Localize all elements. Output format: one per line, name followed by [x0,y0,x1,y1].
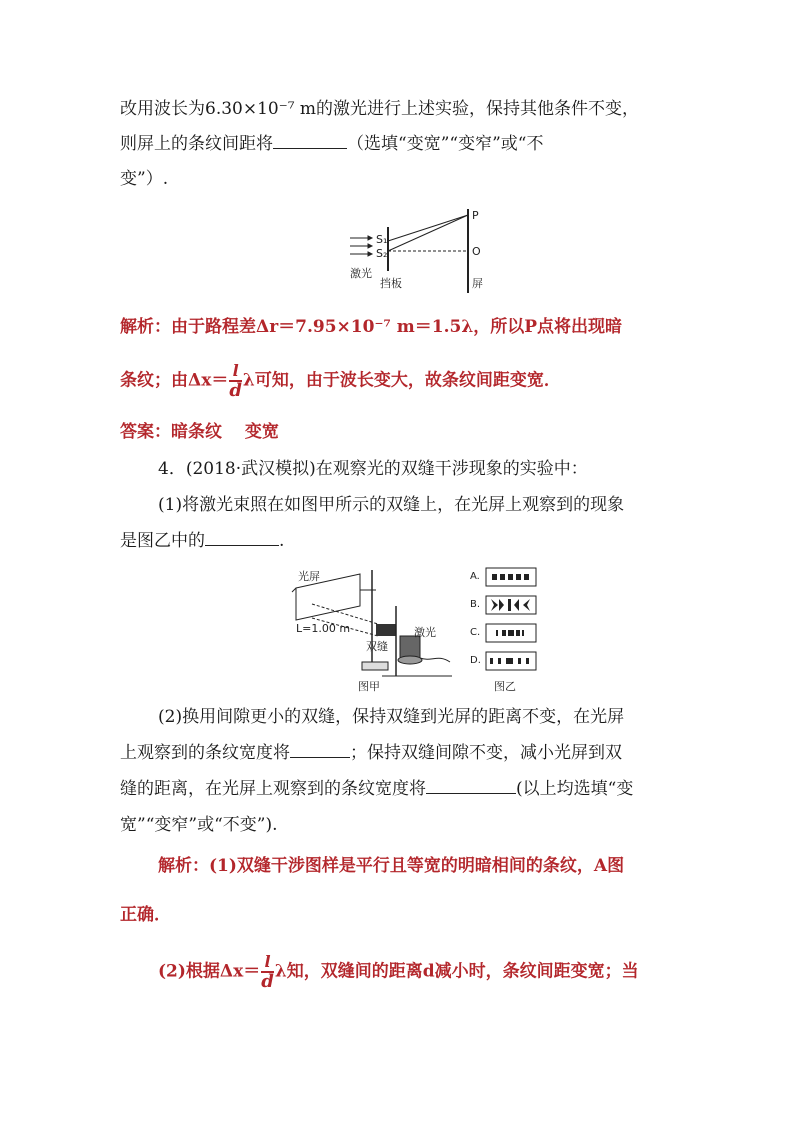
label-o: O [472,245,481,258]
analysis2-text: ：(1)双缝干涉图样是平行且等宽的明暗相间的条纹，A图 [192,856,625,876]
q3-line2 [120,133,676,155]
label-figure-jia: 图甲 [358,680,380,693]
analysis2-line3 [158,953,714,991]
q4-title: 4．(2018·武汉模拟)在观察光的双缝干涉现象的实验中： [158,459,588,479]
analysis1-line2 [120,362,676,400]
label-p: P [472,209,479,222]
q4-p2-text-d: (以上均选填“变 [516,779,634,799]
q4-p2-text-c: 缝的距离，在光屏上观察到的条纹宽度将 [120,779,426,799]
label-laser-source: 激光 [414,626,436,639]
analysis-label: 解析 [120,317,154,337]
analysis-label: 解析 [158,856,192,876]
q4-p2-text-a: 上观察到的条纹宽度将 [120,743,290,763]
option-b-letter: B. [470,599,481,610]
q4-p2-line2 [120,742,676,764]
q3-line2-text-b: （选填“变宽”“变窄”或“不 [347,134,544,154]
analysis2-line1 [158,855,714,877]
analysis2-text-b: λ知，双缝间的距离d减小时，条纹间距变宽；当 [274,961,639,982]
q4-p2-line4: 宽”“变窄”或“不变”). [120,815,278,835]
option-c-letter: C. [470,627,481,638]
fraction-l-over-d [261,953,274,991]
fraction-numerator: l [261,953,274,973]
label-s1: S₁ [376,233,388,246]
fraction-l-over-d [229,362,242,400]
label-screen: 屏 [472,277,483,290]
q4-p1-line2 [120,530,676,552]
experiment-figure [282,566,544,696]
label-board: 挡板 [380,277,402,290]
q4-p2-line1: (2)换用间隙更小的双缝，保持双缝到光屏的距离不变，在光屏 [158,707,625,727]
answer-blank [273,134,347,149]
answer1-line [120,421,676,443]
label-distance: L=1.00 m [296,622,351,635]
option-a-letter: A. [470,571,480,582]
label-s2: S₂ [376,247,388,260]
fraction-denominator: d [261,971,274,992]
label-figure-yi: 图乙 [494,680,516,693]
label-light-screen: 光屏 [298,570,320,583]
analysis1-text-a: 条纹；由Δx＝ [120,370,229,391]
q3-line1: 改用波长为6.30×10⁻⁷ m的激光进行上述实验，保持其他条件不变， [120,99,640,119]
label-laser: 激光 [350,267,372,280]
analysis1-line1 [120,316,676,338]
fraction-denominator: d [229,380,242,401]
answer-blank [426,779,516,794]
q4-p2-text-b: ；保持双缝间隙不变，减小光屏到双 [350,743,622,763]
q3-line2-text: 则屏上的条纹间距将 [120,134,273,154]
q4-p1-period: . [279,531,285,551]
answer-blank [205,531,279,546]
q4-p1-text: 是图乙中的 [120,531,205,551]
analysis1-text-b: λ可知，由于波长变大，故条纹间距变宽． [242,370,561,391]
answer-label: 答案 [120,422,154,442]
double-slit-diagram [338,205,498,297]
fraction-numerator: l [229,362,242,382]
answer-text: ：暗条纹 变宽 [154,422,279,442]
q4-p2-line3 [120,778,676,800]
analysis2-text-a: (2)根据Δx＝ [158,961,261,982]
q4-p1-line1: (1)将激光束照在如图甲所示的双缝上，在光屏上观察到的现象 [158,495,625,515]
answer-blank [290,743,350,758]
analysis1-text: ：由于路程差Δr＝7.95×10⁻⁷ m＝1.5λ，所以P点将出现暗 [154,317,623,337]
analysis2-line2: 正确． [120,905,171,925]
q3-line3: 变”）. [120,169,169,189]
option-d-letter: D. [470,655,481,666]
label-double-slit: 双缝 [366,640,388,653]
